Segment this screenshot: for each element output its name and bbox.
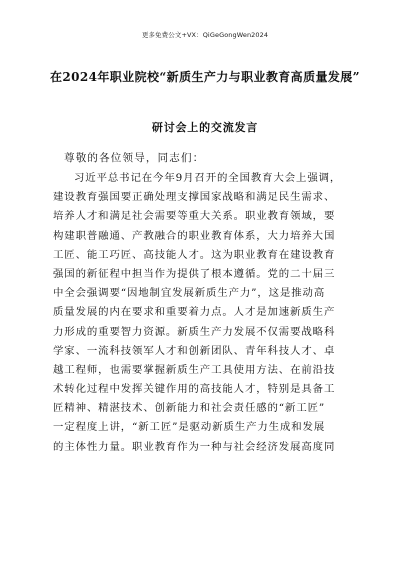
body-line: 术转化过程中发挥关键作用的高技能人才，特别是具备工 [53,383,336,396]
body-line: 学家、一流科技领军人才和创新团队、青年科技人才、卓 [53,344,336,357]
body-line: 强国的新征程中担当作为提供了根本遵循。党的二十届三 [53,267,336,280]
body-line: 匠精神、精湛技术、创新能力和社会责任感的“新工匠” [53,402,326,415]
body-line: 质量发展的内在要求和重要着力点。人才是加速新质生产 [53,306,336,319]
header-note: 更多免费公文+VX：QiGeGongWen2024 [141,31,269,39]
body-line: 建设教育强国要正确处理支撑国家战略和满足民生需求、 [53,191,336,204]
body-line: 力形成的重要智力资源。新质生产力发展不仅需要战略科 [53,325,336,338]
body-line: 中全会强调要“因地制宜发展新质生产力”，这是推动高 [53,287,326,300]
body-line: 培养人才和满足社会需要等重大关系。职业教育领域，要 [53,210,336,223]
document-subtitle: 研讨会上的交流发言 [151,121,259,134]
body-line: 的主体性力量。职业教育作为一种与社会经济发展高度同 [53,440,336,453]
body-line: 越工程师，也需要掌握新质生产工具使用方法、在前沿技 [53,363,336,376]
body-line: 习近平总书记在今年9月召开的全国教育大会上强调， [74,172,342,184]
body-line: 工匠、能工巧匠、高技能人才。这为职业教育在建设教育 [53,248,336,261]
body-line: 一定程度上讲，“新工匠”是驱动新质生产力生成和发展 [53,421,326,434]
body-text [53,169,363,457]
body-line: 构建职普融通、产教融合的职业教育体系，大力培养大国 [53,229,336,242]
salutation: 尊敬的各位领导，同志们： [64,152,205,164]
document-title: 在2024年职业院校“新质生产力与职业教育高质量发展” [49,70,360,84]
